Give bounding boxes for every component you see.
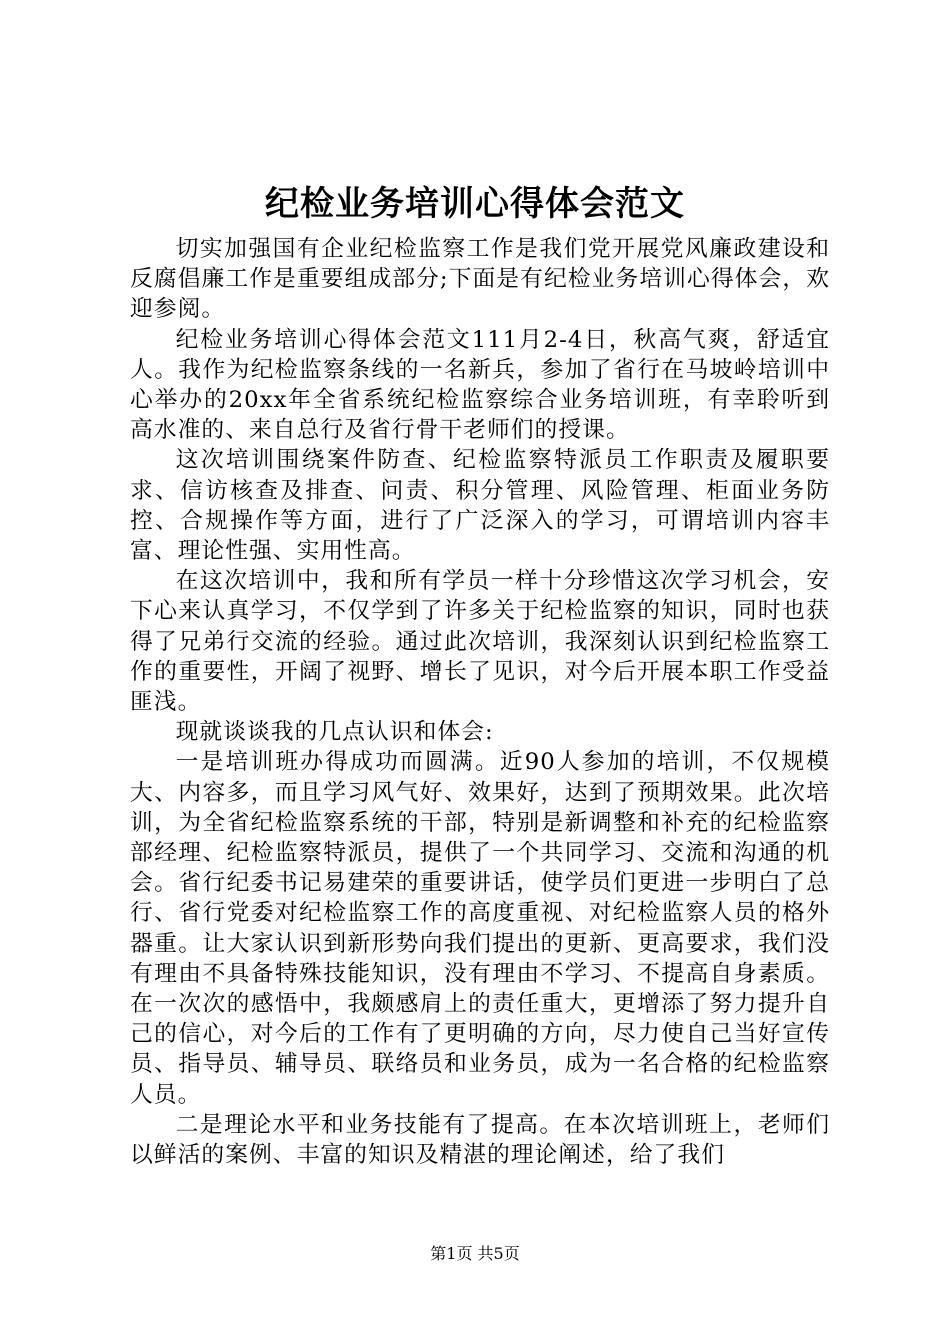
document-title: 纪检业务培训心得体会范文: [265, 184, 685, 224]
paragraph-intro: 切实加强国有企业纪检监察工作是我们党开展党风廉政建设和反腐倡廉工作是重要组成部分;下面是有纪检业务培训心得体会，欢迎参阅。: [130, 236, 830, 323]
paragraph-point-two: 二是理论水平和业务技能有了提高。在本次培训班上，老师们以鲜活的案例、丰富的知识及精湛的理论阐述，给了我们: [130, 1111, 830, 1169]
paragraph-learning-experience: 在这次培训中，我和所有学员一样十分珍惜这次学习机会，安下心来认真学习，不仅学到了许多关于纪检监察的知识，同时也获得了兄弟行交流的经验。通过此次培训，我深刻认识到纪检监察工作的重要性，开阔了视野、增长了见识，对今后开展本职工作受益匪浅。: [130, 568, 830, 716]
paragraph-transition: 现就谈谈我的几点认识和体会:: [175, 719, 494, 746]
document-body: [130, 234, 830, 1170]
paragraph-training-content: 这次培训围绕案件防查、纪检监察特派员工作职责及履职要求、信访核查及排查、问责、积分管理、风险管理、柜面业务防控、合规操作等方面，进行了广泛深入的学习，可谓培训内容丰富、理论性强、实用性高。: [130, 447, 830, 565]
page-number-footer: 第1页 共5页: [430, 1244, 520, 1263]
paragraph-training-overview: 纪检业务培训心得体会范文111月2-4日，秋高气爽，舒适宜人。我作为纪检监察条线的一名新兵，参加了省行在马坡岭培训中心举办的20xx年全省系统纪检监察综合业务培训班，有幸聆听到高水准的、来自总行及省行骨干老师们的授课。: [130, 326, 830, 444]
paragraph-point-one: 一是培训班办得成功而圆满。近90人参加的培训，不仅规模大、内容多，而且学习风气好、效果好，达到了预期效果。此次培训，为全省纪检监察系统的干部，特别是新调整和补充的纪检监察部经理、纪检监察特派员，提供了一个共同学习、交流和沟通的机会。省行纪委书记易建荣的重要讲话，使学员们更进一步明白了总行、省行党委对纪检监察工作的高度重视、对纪检监察人员的格外器重。让大家认识到新形势向我们提出的更新、更高要求，我们没有理由不具备特殊技能知识，没有理由不学习、不提高自身素质。在一次次的感悟中，我颇感肩上的责任重大，更增添了努力提升自己的信心，对今后的工作有了更明确的方向，尽力使自己当好宣传员、指导员、辅导员、联络员和业务员，成为一名合格的纪检监察人员。: [130, 749, 830, 1108]
